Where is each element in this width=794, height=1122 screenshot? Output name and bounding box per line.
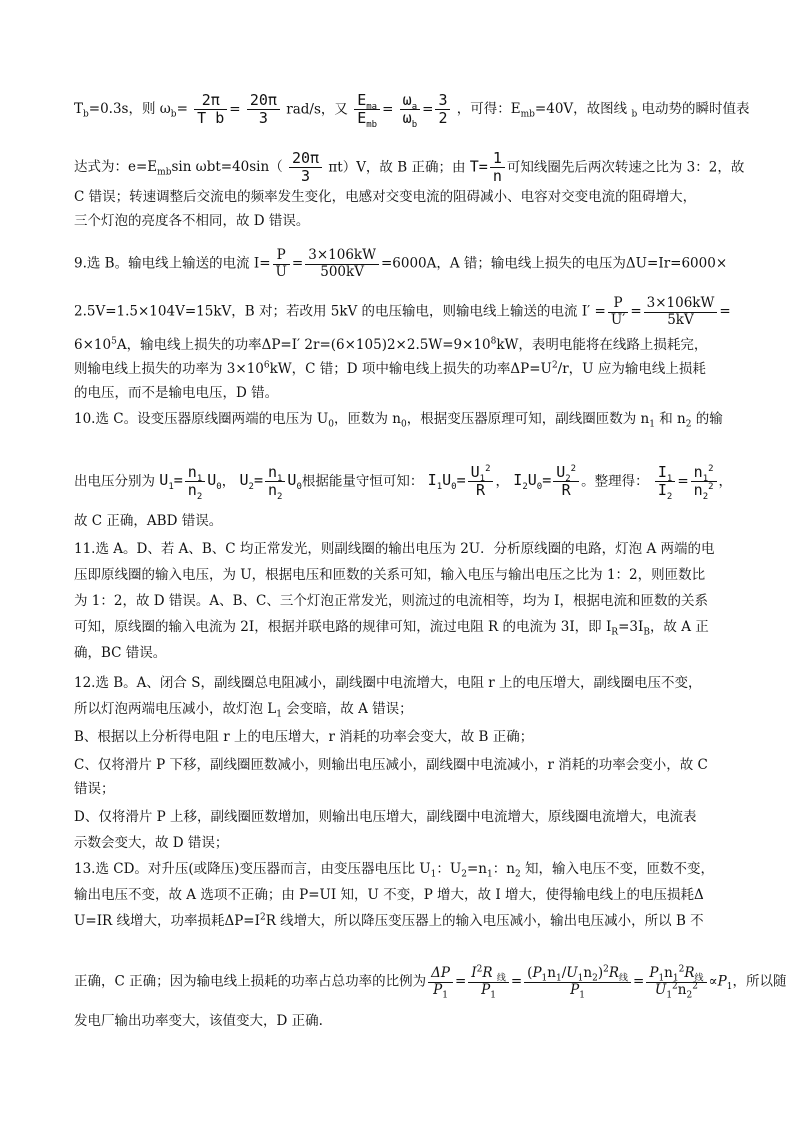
line-12: 故 C 正确，ABD 错误。 (74, 513, 223, 529)
text-segment: 正确，C 正确；因为输电线上损耗的功率占总功率的比例为 (74, 973, 427, 990)
line-28: 正确，C 正确；因为输电线上损耗的功率占总功率的比例为 $\frac{\Delta P}{P_1}$ = $\frac{I^2R _线}{P_1}$ = $\frac{(P_1n_1/U_1n_2)^2R_线}{P_1}$ = $\frac{P_1n_1^2R_线}{U_1^2n_2^2}$ $\propto P_1$，所以随 (74, 964, 787, 1001)
line-6: 2.5V=1.5×104V=15kV，B 对；若改用 5kV 的电压输电，则输电线上输送的电流 I′ = $\frac{P}{U'}$ = $\frac{3\times 106kW}{5kV}$ = (74, 295, 731, 328)
fraction-p-u-prime: $\frac{P}{U'}$ (608, 296, 628, 328)
fraction-20pi-3: $\frac{20\pi}{3}$ (289, 150, 322, 186)
text-segment: 9.选 B。输电线上输送的电流 I= (74, 255, 271, 272)
line-29: 发电厂输出功率变大，该值变大，D 正确. (74, 1013, 323, 1029)
line-25: 13.选 CD。对升压(或降压)变压器而言，由变压器电压比 $U_1$：$U_2=n_1$：$n_2$ 知，输入电压不变，匝数不变， (74, 861, 714, 880)
fraction-n1sq-n2sq: $\frac{n_1^2}{n_2^2}$ (691, 464, 717, 500)
text-segment: rad/s，又 (286, 101, 348, 118)
text-segment: 。整理得： (581, 473, 649, 490)
line-1: $T_b=0.3s$，则 $\omega_b=$ $\frac{2\pi}{\text{T b}}$ = $\frac{20\pi}{3}$ rad/s，又 $\frac{E_{ma}}{E_{mb}}$ = $\frac{\omega_a}{\omega_b}$ = $\frac{3}{2}$ ，可得：$E_{mb}=40V$，故图线 $_b$ 电动势的瞬时值表 (74, 91, 750, 131)
text-segment: 出电压分别为 (74, 473, 155, 490)
line-22: 错误； (74, 781, 115, 797)
line-9: 的电压，而不是输电电压，D 错。 (74, 385, 279, 401)
line-10: 10.选 C。设变压器原线圈两端的电压为 $U_0$，匝数为 $n_0$，根据变压器原理可知，副线圈匝数为 $n_1$ 和 $n_2$ 的输 (74, 411, 723, 430)
line-26: 输出电压不变，故 A 选项不正确；由 P=UI 知，U 不变，P 增大，故 I 增大，使得输电线上的电压损耗Δ (74, 887, 704, 903)
line-27: U=IR 线增大，功率损耗$\Delta P=I^2R$ 线增大，所以降压变压器上的输入电压减小，输出电压减小，所以 B 不 (74, 912, 704, 929)
fraction-result: $\frac{P_1n_1^2R_线}{U_1^2n_2^2}$ (646, 966, 706, 998)
line-19: 所以灯泡两端电压减小，故灯泡 $L_1$ 会变暗，故 A 错误； (74, 701, 413, 720)
fraction-3e6kw-5kv: $\frac{3\times 106kW}{5kV}$ (644, 296, 718, 328)
text-segment: T= (469, 157, 488, 176)
fraction-i1-i2: $\frac{I_1}{I_2}$ (655, 464, 675, 500)
line-2 (74, 150, 744, 186)
text-segment: $I_2U_0=$ (513, 471, 552, 493)
line-3: C 错误；转速调整后交流电的频率发生变化，电感对交变电流的阻碍减小、电容对交变电流的阻碍增大， (74, 189, 697, 205)
fraction-ema-emb: $\frac{E_{ma}}{E_{mb}}$ (354, 92, 380, 128)
line-8: 则输电线上损失的功率为 $3\times 10^6kW$，C 错；D 项中输电线上损失的功率$\Delta P=U^2/r$，U 应为输电线上损耗 (74, 360, 706, 377)
line-17: 确，BC 错误。 (74, 645, 167, 661)
text-segment: $I_1U_0=$ (427, 471, 466, 493)
fraction-3-2: $\frac{3}{2}$ (435, 92, 450, 128)
line-24: 示数会变大，故 D 错误； (74, 835, 229, 851)
text-segment: 2.5V=1.5×104V=15kV，B 对；若改用 5kV 的电压输电，则输电线上输送的电流 I′ = (74, 303, 606, 320)
fraction-1-n: $\frac{1}{n}$ (490, 150, 505, 186)
fraction-p-u: $\frac{P}{U}$ (273, 248, 290, 280)
fraction-20pi-3: $\frac{20\pi}{3}$ (247, 92, 280, 128)
fraction-u2sq-r: $\frac{U_2^2}{R}$ (553, 464, 579, 500)
fraction-u1sq-r: $\frac{U_1^2}{R}$ (468, 464, 494, 500)
fraction-n1-n2: $\frac{n_1}{n_2}$ (265, 464, 285, 500)
text-segment: $U_2=$ (239, 471, 263, 493)
fraction-n1-n2: $\frac{n_1}{n_2}$ (185, 464, 205, 500)
fraction-2pi-tb: $\frac{2\pi}{\text{T b}}$ (194, 92, 227, 128)
line-7: $6\times 10^5A$，输电线上损失的功率ΔP=I′ $2r=(6\times 105)2\times 2.5W=9\times 10^8kW$，表明电能将在线路上损耗完， (74, 336, 708, 353)
text-segment: ，可得：$E_{mb}=40V$，故图线 $_b$ 电动势的瞬时值表 (456, 101, 750, 120)
text-segment: $U_1=$ (159, 471, 183, 493)
line-23: D、仅将滑片 P 上移，副线圈匝数增加，则输出电压增大，副线圈中电流增大，原线圈电流增大，电流表 (74, 809, 697, 825)
text-segment: 达式为：$e=E_{mb}\sin$ ωbt=40sin（ (74, 159, 283, 178)
text-segment: $U_0$ (207, 471, 222, 493)
text-segment: 可知线圈先后两次转速之比为 3：2，故 (506, 159, 745, 176)
fraction-i2r-p1: $\frac{I^2R _线}{P_1}$ (468, 966, 509, 998)
line-20: B、根据以上分析得电阻 r 上的电压增大，r 消耗的功率会变大，故 B 正确； (74, 729, 534, 745)
text-segment: πt）V，故 B 正确；由 (328, 159, 466, 176)
fraction-wa-wb: $\frac{\omega_a}{\omega_b}$ (400, 92, 420, 128)
line-13: 11.选 A。D、若 A、B、C 均正常发光，则副线圈的输出电压为 2U．分析原线圈的电路，灯泡 A 两端的电 (74, 541, 715, 557)
fraction-expanded: $\frac{(P_1n_1/U_1n_2)^2R_线}{P_1}$ (524, 966, 631, 998)
line-16: 可知，原线圈的输入电流为 2I，根据并联电路的规律可知，流过电阻 R 的电流为 3I，即 $I_R=3I_B$，故 A 正 (74, 619, 709, 638)
line-4: 三个灯泡的亮度各不相同，故 D 错误。 (74, 213, 310, 229)
line-15: 为 1：2，故 D 错误。A、B、C、三个灯泡正常发光，则流过的电流相等，均为 I，根据电流和匝数的关系 (74, 593, 708, 609)
text-segment: 根据能量守恒可知： (301, 473, 424, 490)
line-14: 压即原线圈的输入电压，为 U，根据电压和匝数的关系可知，输入电压与输出电压之比为 1：2，则匝数比 (74, 567, 706, 583)
line-11: 出电压分别为 $U_1=$ $\frac{n_1}{n_2}$ $U_0$， $U_2=$ $\frac{n_1}{n_2}$ $U_0$根据能量守恒可知： $I_1U_0=$ $\frac{U_1^2}{R}$ ， $I_2U_0=$ $\frac{U_2^2}{R}$ 。整理得： $\frac{I_1}{I_2}$ = $\frac{n_1^2}{n_2^2}$ ， (74, 463, 733, 503)
line-5: 9.选 B。输电线上输送的电流 I= $\frac{P}{U}$ = $\frac{3\times 106kW}{500kV}$ =6000A，A 错；输电线上损失的电压为ΔU=Ir=6000× (74, 247, 728, 280)
text-segment: $T_b=0.3s$，则 $\omega_b=$ (74, 101, 188, 120)
fraction-dp-p1: $\frac{\Delta P}{P_1}$ (428, 966, 453, 998)
text-segment: $U_0$ (287, 471, 302, 493)
line-21: C、仅将滑片 P 下移，副线圈匝数减小，则输出电压减小，副线圈中电流减小，r 消耗的功率会变小，故 C (74, 757, 708, 773)
line-18: 12.选 B。A、闭合 S，副线圈总电阻减小，副线圈中电流增大，电阻 r 上的电压增大，副线圈电压不变， (74, 675, 702, 691)
fraction-3e6kw-500kv: $\frac{3\times 106kW}{500kV}$ (305, 248, 379, 280)
